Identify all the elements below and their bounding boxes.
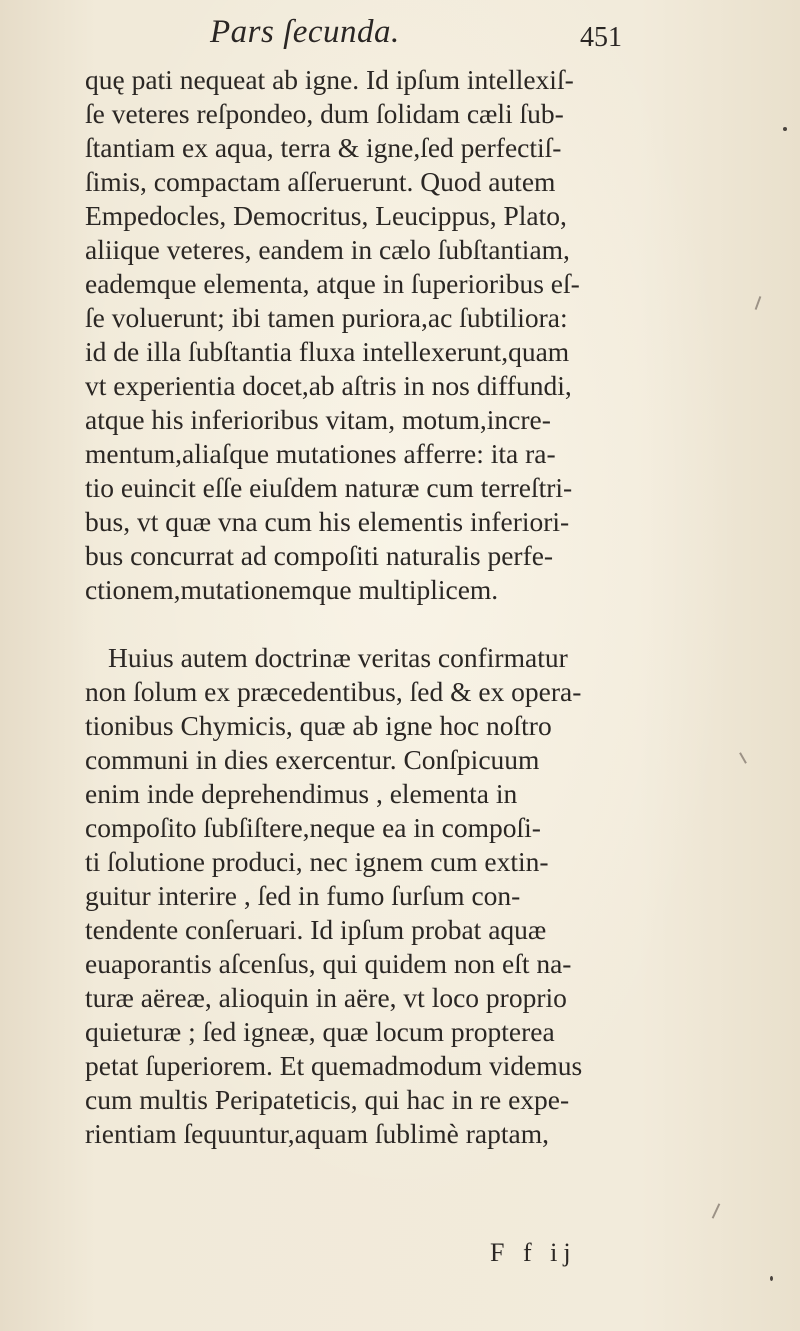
text-line: tionibus Chymicis, quæ ab igne hoc noſtro	[85, 710, 552, 741]
page-header	[0, 10, 800, 60]
text-line: turæ aëreæ, alioquin in aëre, vt loco proprio	[85, 982, 567, 1013]
page-number: 451	[580, 22, 622, 53]
text-line: aliique veteres, eandem in cælo ſubſtantiam,	[85, 234, 570, 265]
text-line: petat ſuperiorem. Et quemadmodum videmus	[85, 1050, 583, 1081]
text-line: guitur interire , ſed in fumo ſurſum con-	[85, 880, 521, 911]
text-line: bus concurrat ad compoſiti naturalis perfe-	[85, 540, 554, 571]
text-line: ſe voluerunt; ibi tamen puriora,ac ſubtiliora:	[85, 302, 568, 333]
ink-speck	[783, 127, 787, 131]
text-line: tio euincit eſſe eiuſdem naturæ cum terreſtri-	[85, 472, 573, 503]
text-line: vt experientia docet,ab aſtris in nos diffundi,	[85, 370, 572, 401]
text-line: rientiam ſequuntur,aquam ſublimè raptam,	[85, 1118, 549, 1149]
ink-speck	[770, 1276, 773, 1281]
text-line: ti ſolutione produci, nec ignem cum extin-	[85, 846, 549, 877]
text-line: ſe veteres reſpondeo, dum ſolidam cæli ſub-	[85, 98, 564, 129]
text-line: enim inde deprehendimus , elementa in	[85, 778, 518, 809]
text-line: ſtantiam ex aqua, terra & igne,ſed perfectiſ-	[85, 132, 562, 163]
running-head: Pars ſecunda.	[210, 14, 400, 50]
text-line: id de illa ſubſtantia fluxa intellexerunt,quam	[85, 336, 570, 367]
text-line: ſimis, compactam aſſeruerunt. Quod autem	[85, 166, 556, 197]
paper-mark	[739, 752, 747, 763]
text-line: communi in dies exercentur. Conſpicuum	[85, 744, 540, 775]
text-line: tendente conſeruari. Id ipſum probat aquæ	[85, 914, 547, 945]
text-line: Empedocles, Democritus, Leucippus, Plato,	[85, 200, 567, 231]
paper-mark	[755, 296, 762, 310]
text-line: cum multis Peripateticis, qui hac in re expe-	[85, 1084, 570, 1115]
text-line: bus, vt quæ vna cum his elementis inferiori-	[85, 506, 570, 537]
text-line: atque his inferioribus vitam, motum,incre-	[85, 404, 551, 435]
text-line: mentum,aliaſque mutationes afferre: ita ra-	[85, 438, 556, 469]
text-line: euaporantis aſcenſus, qui quidem non eſt na-	[85, 948, 572, 979]
text-line: compoſito ſubſiſtere,neque ea in compoſi-	[85, 812, 541, 843]
signature-mark: F f ij	[490, 1238, 577, 1267]
text-line: eademque elementa, atque in ſuperioribus eſ-	[85, 268, 580, 299]
text-line: quę pati nequeat ab igne. Id ipſum intellexiſ-	[85, 64, 574, 95]
text-line: ctionem,mutationemque multiplicem.	[85, 574, 499, 605]
text-line: Huius autem doctrinæ veritas confirmatur	[108, 642, 568, 673]
text-line: non ſolum ex præcedentibus, ſed & ex opera-	[85, 676, 582, 707]
text-line: quieturæ ; ſed igneæ, quæ locum propterea	[85, 1016, 555, 1047]
paper-mark	[712, 1203, 721, 1218]
